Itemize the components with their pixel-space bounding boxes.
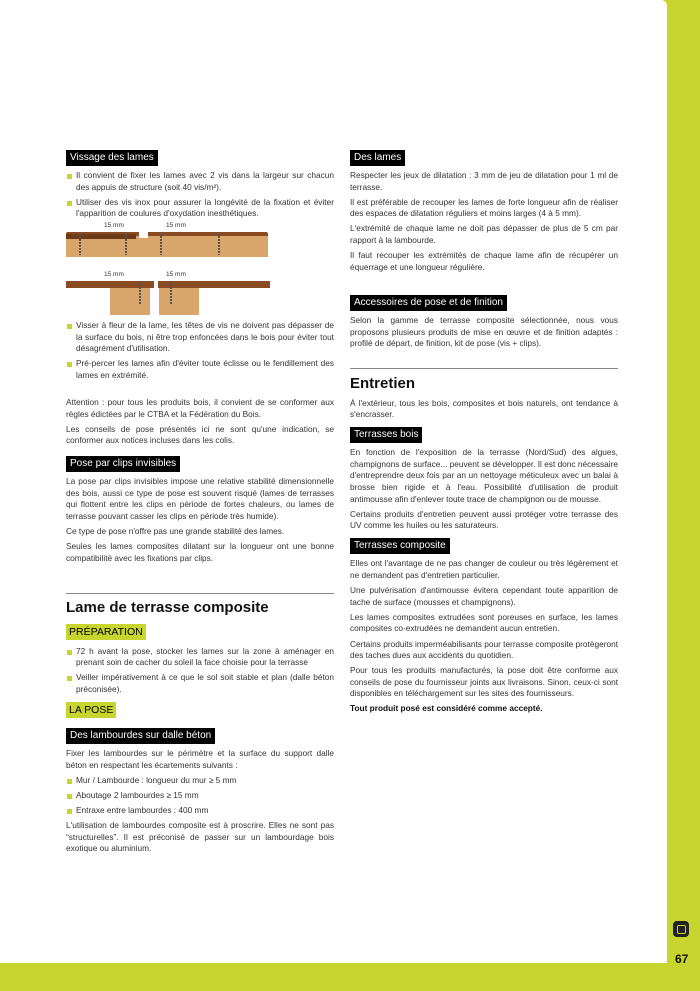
vissage-section xyxy=(66,150,334,223)
pose-label: LA POSE xyxy=(66,702,116,718)
list-item: 72 h avant la pose, stocker les lames sur la zone à aménager en prenant soin de cacher du soleil la face choisie pour la terrasse xyxy=(66,646,334,669)
list-item: Il convient de fixer les lames avec 2 vis dans la largeur sur chacun des appuis de structure (soit 40 vis/m²). xyxy=(66,170,334,193)
attention-note xyxy=(66,397,334,450)
paragraph: Seules les lames composites dilatant sur la longueur ont une bonne compatibilité avec les fixations par clips. xyxy=(66,540,334,563)
composite-section xyxy=(66,593,334,858)
accessoires-section xyxy=(350,295,618,353)
svg-text:15 mm: 15 mm xyxy=(166,271,186,278)
clips-section xyxy=(66,456,334,568)
paragraph: Respecter les jeux de dilatation : 3 mm de jeu de dilatation pour 1 ml de terrasse. xyxy=(350,170,618,192)
section-label: Accessoires de pose et de finition xyxy=(350,295,507,311)
paragraph: L'utilisation de lambourdes composite est à proscrire. Elles ne sont pas “structurelles”. Il est préconisé de passer sur un lambourdage bois exotique ou aluminium. xyxy=(66,819,334,854)
list-item: Entraxe entre lambourdes : 400 mm xyxy=(66,805,334,817)
vissage-more xyxy=(66,320,334,385)
paragraph: Fixer les lambourdes sur le périmètre et la surface du support dalle béton en respectant les écartements suivants : xyxy=(66,747,334,770)
divider xyxy=(66,593,334,594)
screw-diagram xyxy=(66,219,334,317)
section-label: Des lames xyxy=(350,150,405,166)
list-item: Pré-percer les lames afin d'éviter toute éclisse ou le fendillement des lames en extrémité. xyxy=(66,358,334,381)
svg-text:15 mm: 15 mm xyxy=(104,222,124,229)
paragraph: L'extrémité de chaque lame ne doit pas dépasser de plus de 5 cm par rapport à la lambourde. xyxy=(350,223,618,245)
paragraph: Il est préférable de recouper les lames de forte longueur afin de réaliser des espaces de dilatation réguliers et moins larges (4 à 5 mm). xyxy=(350,196,618,219)
paragraph: Les conseils de pose présentés ici ne sont qu'une indication, se conformer aux notices incluses dans les colis. xyxy=(66,423,334,446)
catalog-icon xyxy=(673,921,689,937)
svg-text:15 mm: 15 mm xyxy=(166,222,186,229)
section-title: Lame de terrasse composite xyxy=(66,599,269,616)
list-item: Veiller impérativement à ce que le sol soit stable et plan (dalle béton préconisée). xyxy=(66,672,334,695)
entretien-section xyxy=(350,368,618,719)
list-item: Aboutage 2 lambourdes ≥ 15 mm xyxy=(66,790,334,802)
list-item: Visser à fleur de la lame, les têtes de vis ne doivent pas dépasser de la surface du bois, ni être trop enfoncées dans le bois pour éviter tout désagrément d'utilisation. xyxy=(66,320,334,355)
section-label: Pose par clips invisibles xyxy=(66,456,180,472)
section-title: Entretien xyxy=(350,375,416,392)
paragraph: Les lames composites extrudées sont poreuses en surface, les lames composites co-extrudées ne demandent aucun entretien. xyxy=(350,611,618,634)
section-label: Vissage des lames xyxy=(66,150,158,166)
paragraph: Certains produits imperméabilisants pour terrasse composite protègeront des taches dues aux accidents du quotidien. xyxy=(350,638,618,661)
list-item: Mur / Lambourde : longueur du mur ≥ 5 mm xyxy=(66,775,334,787)
list-item: Utiliser des vis inox pour assurer la longévité de la fixation et éviter l'apparition de coulures d'oxydation inesthétiques. xyxy=(66,197,334,220)
paragraph: Certains produits d'entretien peuvent aussi protéger votre terrasse des UV comme les huiles ou les saturateurs. xyxy=(350,508,618,531)
section-label: Terrasses bois xyxy=(350,427,422,443)
paragraph: À l'extérieur, tous les bois, composites et bois naturels, ont tendance à s'encrasser. xyxy=(350,397,618,420)
paragraph: Une pulvérisation d'antimousse évitera cependant toute apparition de tache de surface (mousses et champignons). xyxy=(350,585,618,607)
paragraph: En fonction de l'exposition de la terrasse (Nord/Sud) des algues, champignons de surface... peuvent se développer. Il est donc nécessaire d'entreprendre deux fois par an un nettoyage méticuleux avec un balai à brosse bien rigide et à l'eau. Possibilité d'utilisation de produit antimousse afin d'enlever toute trace de champignon ou de mousse. xyxy=(350,447,618,504)
paragraph: Ce type de pose n'offre pas une grande stabilité des lames. xyxy=(66,525,285,536)
lames-section xyxy=(350,150,618,277)
section-label: Terrasses composite xyxy=(350,538,450,554)
paragraph: Selon la gamme de terrasse composite sélectionnée, nous vous proposons plusieurs produits de mise en œuvre et de finition adaptés : profilé de départ, de finition, kit de pose (vis + clips). xyxy=(350,315,618,349)
divider xyxy=(350,368,618,369)
page-number: 67 xyxy=(675,952,689,966)
paragraph: Attention : pour tous les produits bois, il convient de se conformer aux règles édictées par le CTBA et la Fédération du Bois. xyxy=(66,397,334,419)
paragraph: Pour tous les produits manufacturés, la pose doit être conforme aux conseils de pose du fournisseur joints aux livraisons. Sinon, ceux-ci sont disponibles en téléchargement sur les sites des fournisseurs. xyxy=(350,665,618,699)
paragraph: Il faut recouper les extrémités de chaque lame afin de récupérer un équerrage et une longueur régulière. xyxy=(350,250,618,272)
paragraph: La pose par clips invisibles impose une relative stabilité dimensionnelle des bois, aussi ce type de pose est souvent risqué (lames de terrasses qui flottent entre les clips en période de fortes chaleurs, ou lames de terrasse pouvant casser les clips en période très humide). xyxy=(66,476,334,521)
section-label: Des lambourdes sur dalle béton xyxy=(66,728,215,744)
final-note: Tout produit posé est considéré comme accepté. xyxy=(350,703,543,714)
preparation-label: PRÉPARATION xyxy=(66,624,146,640)
paragraph: Elles ont l'avantage de ne pas changer de couleur ou très légèrement et ne demandent pas d'entretien particulier. xyxy=(350,558,618,581)
svg-text:15 mm: 15 mm xyxy=(104,271,124,278)
